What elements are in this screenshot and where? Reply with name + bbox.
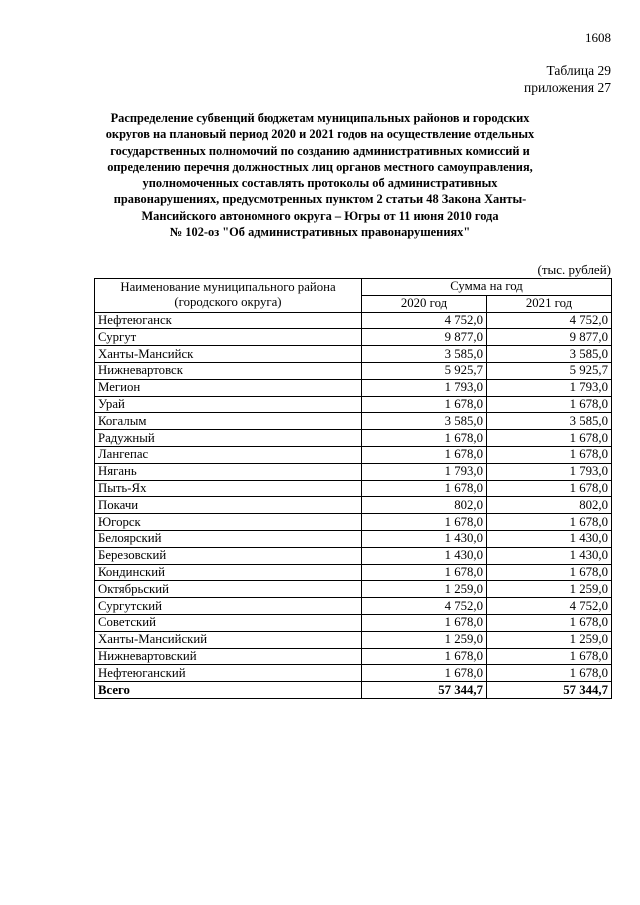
amount-2020-cell: 5 925,7 [362, 362, 487, 379]
amount-2021-cell: 5 925,7 [487, 362, 612, 379]
amount-2021-cell: 802,0 [487, 497, 612, 514]
municipality-name-cell: Советский [95, 614, 362, 631]
amount-2021-cell: 1 678,0 [487, 648, 612, 665]
amount-2020-cell: 3 585,0 [362, 346, 487, 363]
amount-2021-cell: 1 678,0 [487, 446, 612, 463]
amount-2021-cell: 1 793,0 [487, 463, 612, 480]
table-reference-line-1: Таблица 29 [546, 63, 611, 78]
municipality-name-cell: Березовский [95, 547, 362, 564]
amount-2021-cell: 4 752,0 [487, 312, 612, 329]
municipality-name-cell: Пыть-Ях [95, 480, 362, 497]
amount-2020-cell: 1 678,0 [362, 648, 487, 665]
total-2021-cell: 57 344,7 [487, 682, 612, 699]
amount-2020-cell: 1 678,0 [362, 514, 487, 531]
amount-2020-cell: 4 752,0 [362, 598, 487, 615]
table-row [95, 564, 612, 581]
table-row [95, 312, 612, 329]
municipality-name-cell: Нефтеюганский [95, 665, 362, 682]
municipality-name-cell: Белоярский [95, 530, 362, 547]
amount-2021-cell: 3 585,0 [487, 413, 612, 430]
municipality-name-cell: Ханты-Мансийский [95, 631, 362, 648]
amount-2021-cell: 1 678,0 [487, 614, 612, 631]
municipality-name-cell: Сургут [95, 329, 362, 346]
table-row [95, 598, 612, 615]
document-title [80, 110, 560, 240]
amount-2021-cell: 9 877,0 [487, 329, 612, 346]
amount-2021-cell: 1 678,0 [487, 514, 612, 531]
amount-2021-cell: 1 678,0 [487, 396, 612, 413]
table-row [95, 547, 612, 564]
amount-2021-cell: 1 430,0 [487, 547, 612, 564]
title-line: № 102-оз "Об административных правонарушениях" [169, 225, 471, 240]
amount-2021-cell: 1 259,0 [487, 631, 612, 648]
municipality-name-cell: Кондинский [95, 564, 362, 581]
table-row [95, 614, 612, 631]
header-annual-sum: Сумма на год [362, 279, 612, 296]
amount-2020-cell: 1 430,0 [362, 530, 487, 547]
amount-2021-cell: 4 752,0 [487, 598, 612, 615]
amount-2020-cell: 1 678,0 [362, 446, 487, 463]
municipality-name-cell: Лангепас [95, 446, 362, 463]
table-row [95, 413, 612, 430]
title-line: уполномоченных составлять протоколы об административных [142, 176, 498, 191]
table-row [95, 530, 612, 547]
municipality-name-cell: Октябрьский [95, 581, 362, 598]
table-row [95, 497, 612, 514]
title-line: государственных полномочий по созданию административных комиссий и [110, 143, 530, 158]
amount-2021-cell: 1 678,0 [487, 430, 612, 447]
amount-2020-cell: 3 585,0 [362, 413, 487, 430]
municipality-name-cell: Сургутский [95, 598, 362, 615]
municipality-name-cell: Покачи [95, 497, 362, 514]
amount-2020-cell: 1 793,0 [362, 379, 487, 396]
table-row [95, 463, 612, 480]
table-body [95, 312, 612, 698]
amount-2020-cell: 1 678,0 [362, 396, 487, 413]
table-reference [524, 62, 611, 96]
amount-2021-cell: 1 678,0 [487, 564, 612, 581]
municipality-name-cell: Нижневартовский [95, 648, 362, 665]
table-row [95, 329, 612, 346]
header-municipality-line-2: (городского округа) [174, 295, 282, 310]
table-row [95, 396, 612, 413]
table-row [95, 379, 612, 396]
municipality-name-cell: Нижневартовск [95, 362, 362, 379]
amount-2020-cell: 1 678,0 [362, 665, 487, 682]
amount-2020-cell: 1 678,0 [362, 614, 487, 631]
page-number: 1608 [585, 30, 611, 45]
title-line: определению перечня должностных лиц органов местного самоуправления, [107, 159, 533, 174]
amount-2020-cell: 1 259,0 [362, 581, 487, 598]
amount-2021-cell: 1 678,0 [487, 480, 612, 497]
table-row [95, 581, 612, 598]
amount-2021-cell: 1 678,0 [487, 665, 612, 682]
header-municipality [95, 279, 362, 313]
amount-2020-cell: 802,0 [362, 497, 487, 514]
amount-2021-cell: 1 259,0 [487, 581, 612, 598]
municipality-name-cell: Нефтеюганск [95, 312, 362, 329]
table-row [95, 648, 612, 665]
amount-2021-cell: 1 430,0 [487, 530, 612, 547]
amount-2021-cell: 3 585,0 [487, 346, 612, 363]
table-reference-line-2: приложения 27 [523, 80, 611, 95]
municipality-name-cell: Урай [95, 396, 362, 413]
amount-2020-cell: 1 259,0 [362, 631, 487, 648]
title-line: правонарушениях, предусмотренных пунктом 2 статьи 48 Закона Ханты- [113, 192, 527, 207]
amount-2021-cell: 1 793,0 [487, 379, 612, 396]
total-label-cell: Всего [95, 682, 362, 699]
amount-2020-cell: 1 793,0 [362, 463, 487, 480]
municipality-name-cell: Югорск [95, 514, 362, 531]
table-total-row [95, 682, 612, 699]
amount-2020-cell: 1 678,0 [362, 564, 487, 581]
units-note: (тыс. рублей) [537, 262, 611, 277]
table-row [95, 346, 612, 363]
amount-2020-cell: 9 877,0 [362, 329, 487, 346]
title-line: Мансийского автономного округа – Югры от 11 июня 2010 года [141, 208, 499, 223]
header-year-2020: 2020 год [362, 295, 487, 312]
municipality-name-cell: Радужный [95, 430, 362, 447]
subvention-table [94, 278, 612, 699]
municipality-name-cell: Когалым [95, 413, 362, 430]
municipality-name-cell: Нягань [95, 463, 362, 480]
total-2020-cell: 57 344,7 [362, 682, 487, 699]
municipality-name-cell: Мегион [95, 379, 362, 396]
table-row [95, 665, 612, 682]
header-year-2021: 2021 год [487, 295, 612, 312]
title-line: округов на плановый период 2020 и 2021 годов на осуществление отдельных [105, 127, 535, 142]
amount-2020-cell: 1 430,0 [362, 547, 487, 564]
table-row [95, 631, 612, 648]
amount-2020-cell: 1 678,0 [362, 480, 487, 497]
table-row [95, 514, 612, 531]
table-row [95, 480, 612, 497]
municipality-name-cell: Ханты-Мансийск [95, 346, 362, 363]
title-line: Распределение субвенций бюджетам муниципальных районов и городских [110, 111, 530, 125]
table-row [95, 446, 612, 463]
table-row [95, 362, 612, 379]
amount-2020-cell: 1 678,0 [362, 430, 487, 447]
amount-2020-cell: 4 752,0 [362, 312, 487, 329]
header-municipality-line-1: Наименование муниципального района [120, 280, 336, 295]
table-row [95, 430, 612, 447]
